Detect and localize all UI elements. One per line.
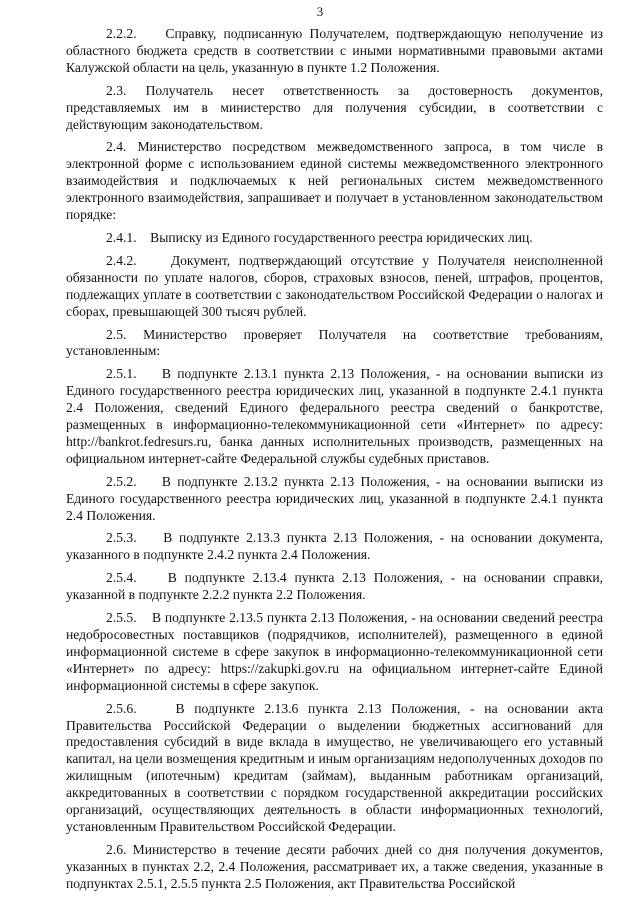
page-number: 3 — [316, 4, 324, 19]
paragraph-2-2-2: 2.2.2. Справку, подписанную Получателем, подтверждающую неполучение из областного бюджета средств в соответствии с иными нормативными правовыми актами Калужской области на цель, указанную в пункте 1.2 Положения. — [66, 26, 603, 75]
paragraph-2-5-4: 2.5.4. В подпункте 2.13.4 пункта 2.13 Положения, - на основании справки, указанной в подпункте 2.2.2 пункта 2.2 Положения. — [66, 570, 603, 603]
paragraph-2-5-1: 2.5.1. В подпункте 2.13.1 пункта 2.13 Положения, - на основании выписки из Единого государственного реестра юридических лиц, указанной в подпункте 2.4.1 пункта 2.4 Положения, сведений Единого федерального реестра сведений о банкротстве, размещенных в информационно-телекоммуникационной сети «Интернет» по адресу: http://bankrot.fedresurs.ru, банка данных исполнительных производств, размещенных на официальном интернет-сайте Федеральной службы судебных приставов. — [66, 366, 603, 466]
paragraph-2-4-1: 2.4.1. Выписку из Единого государственного реестра юридических лиц. — [106, 229, 533, 245]
paragraph-2-4-2: 2.4.2. Документ, подтверждающий отсутствие у Получателя неисполненной обязанности по уплате налогов, сборов, страховых взносов, пеней, штрафов, процентов, подлежащих уплате в соответствии с законодательством Российской Федерации о налогах и сборах, превышающей 300 тысяч рублей. — [66, 252, 603, 319]
paragraph-2-6: 2.6. Министерство в течение десяти рабочих дней со дня получения документов, указанных в пунктах 2.2, 2.4 Положения, рассматривает их, а также сведения, указанные в подпунктах 2.5.1, 2.5.5 пункта 2.5 Положения, акт Правительства Российской — [66, 841, 603, 891]
paragraph-2-5-2: 2.5.2. В подпункте 2.13.2 пункта 2.13 Положения, - на основании выписки из Единого государственного реестра юридических лиц, указанной в подпункте 2.4.1 пункта 2.4 Положения. — [66, 473, 603, 523]
paragraph-2-5-5: 2.5.5. В подпункте 2.13.5 пункта 2.13 Положения, - на основании сведений реестра недобросовестных поставщиков (подрядчиков, исполнителей), размещенного в единой информационной системе в сфере закупок в информационно-телекоммуникационной сети «Интернет» по адресу: https://zakupki.gov.ru на официальном интернет-сайте Единой информационной системы в сфере закупок. — [66, 610, 603, 693]
paragraph-2-5: 2.5. Министерство проверяет Получателя на соответствие требованиям, установленным: — [66, 326, 603, 359]
paragraph-2-5-6: 2.5.6. В подпункте 2.13.6 пункта 2.13 Положения, - на основании акта Правительства Российской Федерации о выделении бюджетных ассигнований для предоставления субсидий в виде вклада в имущество, не увеличивающего его уставный капитал, на цели возмещения кредитным и иным организациям недополученных доходов по жилищным (ипотечным) кредитам (займам), выданным работникам организаций, аккредитованных в соответствии с порядком государственной аккредитации российских организаций, осуществляющих деятельность в области информационных технологий, установленным Правительством Российской Федерации. — [66, 700, 603, 834]
paragraph-2-3: 2.3. Получатель несет ответственность за достоверность документов, представляемых им в министерство для получения субсидии, в соответствии с действующим законодательством. — [66, 82, 603, 132]
paragraph-2-5-3: 2.5.3. В подпункте 2.13.3 пункта 2.13 Положения, - на основании документа, указанного в подпункте 2.4.2 пункта 2.4 Положения. — [66, 530, 603, 563]
paragraph-2-4: 2.4. Министерство посредством межведомственного запроса, в том числе в электронной форме с использованием единой системы межведомственного электронного взаимодействия и подключаемых к ней региональных систем межведомственного электронного взаимодействия, запрашивает и получает в установленном законодательством порядке: — [66, 139, 603, 223]
document-body — [66, 26, 603, 893]
